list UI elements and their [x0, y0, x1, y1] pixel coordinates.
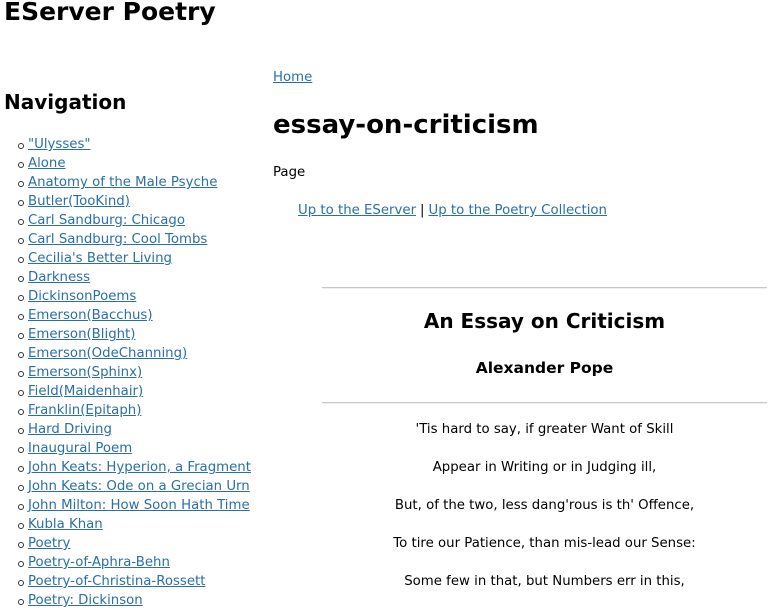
- page-title: essay-on-criticism: [273, 110, 539, 140]
- nav-item: [28, 591, 251, 610]
- nav-item: [28, 420, 251, 439]
- nav-link-keats-grecian-urn[interactable]: John Keats: Ode on a Grecian Urn: [28, 479, 250, 494]
- circle-bullet-icon: [18, 314, 24, 320]
- navigation-heading: Navigation: [4, 90, 127, 114]
- circle-bullet-icon: [18, 352, 24, 358]
- nav-link-sandburg-chicago[interactable]: Carl Sandburg: Chicago: [28, 213, 185, 228]
- divider-top: [322, 287, 767, 289]
- poem-line: To tire our Patience, than mis-lead our Sense:: [393, 536, 696, 551]
- nav-item: [28, 268, 251, 287]
- nav-item: [28, 135, 251, 154]
- nav-item: [28, 325, 251, 344]
- nav-item: [28, 230, 251, 249]
- circle-bullet-icon: [18, 504, 24, 510]
- circle-bullet-icon: [18, 295, 24, 301]
- poem-line: But, of the two, less dang'rous is th' Offence,: [394, 498, 695, 513]
- up-links: [298, 202, 607, 220]
- circle-bullet-icon: [18, 162, 24, 168]
- poem-line: Appear in Writing or in Judging ill,: [432, 460, 657, 475]
- poem-title: An Essay on Criticism: [423, 309, 666, 333]
- circle-bullet-icon: [18, 219, 24, 225]
- nav-item: [28, 496, 251, 515]
- nav-item: [28, 401, 251, 420]
- nav-item: [28, 211, 251, 230]
- poem-author: Alexander Pope: [475, 359, 614, 377]
- circle-bullet-icon: [18, 238, 24, 244]
- poem-line: 'Tis hard to say, if greater Want of Skill: [415, 422, 674, 437]
- nav-link-darkness[interactable]: Darkness: [28, 270, 91, 285]
- nav-item: [28, 382, 251, 401]
- nav-link-anatomy-male-psyche[interactable]: Anatomy of the Male Psyche: [28, 175, 218, 190]
- nav-item: [28, 534, 251, 553]
- nav-item: [28, 287, 251, 306]
- nav-item: [28, 553, 251, 572]
- nav-item: [28, 192, 251, 211]
- circle-bullet-icon: [18, 542, 24, 548]
- navigation-list: [0, 135, 251, 610]
- circle-bullet-icon: [18, 523, 24, 529]
- nav-item: [28, 306, 251, 325]
- nav-link-poetry[interactable]: Poetry: [28, 536, 71, 551]
- poem-line: Some few in that, but Numbers err in this,: [404, 574, 685, 589]
- breadcrumb-home-link[interactable]: Home: [273, 70, 313, 85]
- nav-link-aphra-behn[interactable]: Poetry-of-Aphra-Behn: [28, 555, 170, 570]
- nav-item: [28, 572, 251, 591]
- nav-item: [28, 515, 251, 534]
- poem-body: [322, 421, 767, 611]
- circle-bullet-icon: [18, 580, 24, 586]
- nav-link-emerson-bacchus[interactable]: Emerson(Bacchus): [28, 308, 153, 323]
- circle-bullet-icon: [18, 561, 24, 567]
- circle-bullet-icon: [18, 390, 24, 396]
- nav-item: [28, 154, 251, 173]
- nav-link-emerson-blight[interactable]: Emerson(Blight): [28, 327, 136, 342]
- circle-bullet-icon: [18, 181, 24, 187]
- link-separator: |: [420, 203, 425, 218]
- circle-bullet-icon: [18, 466, 24, 472]
- nav-item: [28, 173, 251, 192]
- nav-link-emerson-odechanning[interactable]: Emerson(OdeChanning): [28, 346, 188, 361]
- nav-item: [28, 249, 251, 268]
- circle-bullet-icon: [18, 371, 24, 377]
- divider-bottom: [322, 402, 767, 404]
- nav-link-emerson-sphinx[interactable]: Emerson(Sphinx): [28, 365, 143, 380]
- circle-bullet-icon: [18, 447, 24, 453]
- circle-bullet-icon: [18, 409, 24, 415]
- nav-link-hard-driving[interactable]: Hard Driving: [28, 422, 112, 437]
- circle-bullet-icon: [18, 485, 24, 491]
- nav-link-inaugural-poem[interactable]: Inaugural Poem: [28, 441, 133, 456]
- nav-link-kubla-khan[interactable]: Kubla Khan: [28, 517, 103, 532]
- nav-link-field-maidenhair[interactable]: Field(Maidenhair): [28, 384, 144, 399]
- nav-link-dickinson-poems[interactable]: DickinsonPoems: [28, 289, 137, 304]
- nav-link-poetry-dickinson[interactable]: Poetry: Dickinson: [28, 593, 143, 608]
- up-to-poetry-collection-link[interactable]: Up to the Poetry Collection: [428, 203, 607, 218]
- up-to-eserver-link[interactable]: Up to the EServer: [298, 203, 417, 218]
- nav-link-christina-rossett[interactable]: Poetry-of-Christina-Rossett: [28, 574, 206, 589]
- circle-bullet-icon: [18, 276, 24, 282]
- circle-bullet-icon: [18, 428, 24, 434]
- nav-link-butler-tookind[interactable]: Butler(TooKind): [28, 194, 130, 209]
- nav-item: [28, 363, 251, 382]
- nav-link-alone[interactable]: Alone: [28, 156, 66, 171]
- nav-item: [28, 439, 251, 458]
- nav-item: [28, 458, 251, 477]
- nav-link-ulysses[interactable]: "Ulysses": [28, 137, 91, 152]
- nav-item: [28, 344, 251, 363]
- circle-bullet-icon: [18, 143, 24, 149]
- nav-link-milton-how-soon[interactable]: John Milton: How Soon Hath Time: [28, 498, 250, 513]
- site-title: EServer Poetry: [4, 0, 216, 26]
- nav-link-keats-hyperion[interactable]: John Keats: Hyperion, a Fragment: [28, 460, 251, 475]
- nav-link-franklin-epitaph[interactable]: Franklin(Epitaph): [28, 403, 142, 418]
- page-type-label: Page: [273, 165, 306, 180]
- nav-link-cecilias-better-living[interactable]: Cecilia's Better Living: [28, 251, 172, 266]
- circle-bullet-icon: [18, 333, 24, 339]
- nav-link-sandburg-cool-tombs[interactable]: Carl Sandburg: Cool Tombs: [28, 232, 208, 247]
- nav-item: [28, 477, 251, 496]
- circle-bullet-icon: [18, 257, 24, 263]
- circle-bullet-icon: [18, 200, 24, 206]
